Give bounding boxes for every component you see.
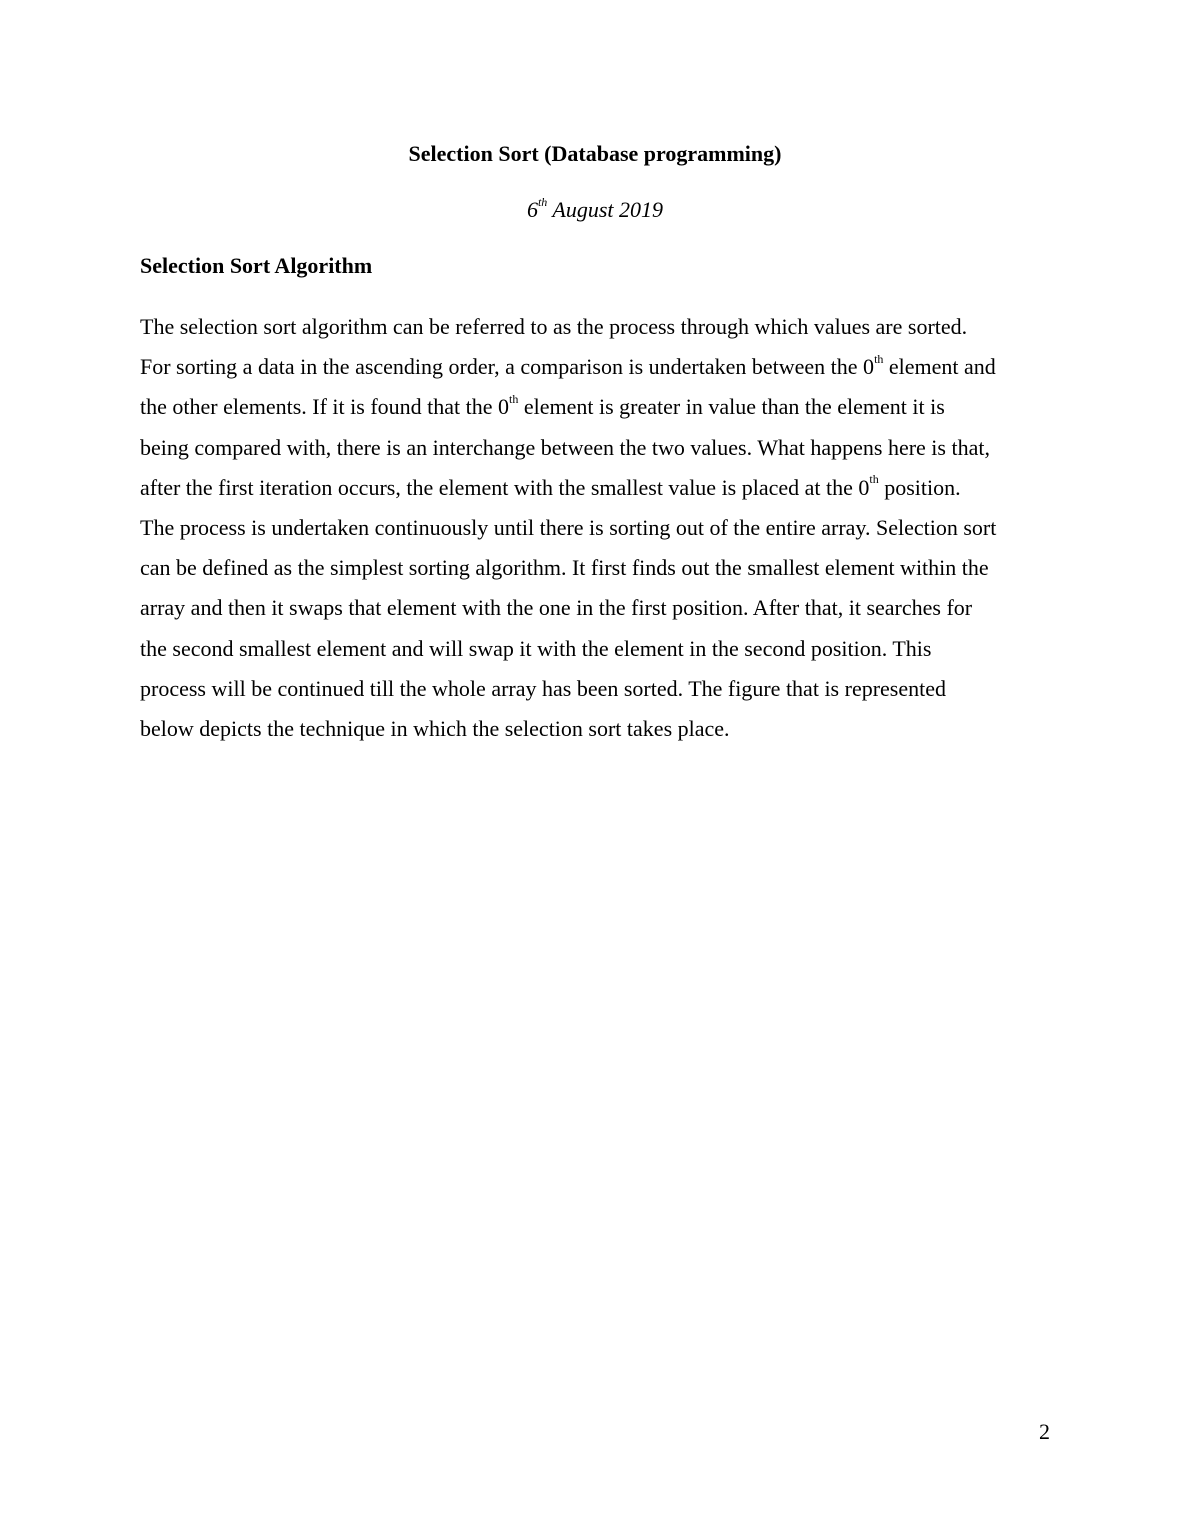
document-date xyxy=(140,196,1050,224)
date-month-year: August 2019 xyxy=(547,197,664,222)
paragraph-line: process will be continued till the whole array has been sorted. The figure that is represented xyxy=(140,675,946,701)
paragraph-line: The selection sort algorithm can be referred to as the process through which values are sorted. xyxy=(140,314,968,339)
date-day-suffix: th xyxy=(537,194,548,209)
paragraph-line: the other elements. If it is found that the 0th element is greater in value than the element it is xyxy=(140,392,945,420)
date-day: 6 xyxy=(526,197,538,222)
paragraph-line: being compared with, there is an interchange between the two values. What happens here is that, xyxy=(140,434,990,460)
document-title: Selection Sort (Database programming) xyxy=(408,141,782,166)
paragraph-line: The process is undertaken continuously until there is sorting out of the entire array. Selection sort xyxy=(140,515,997,541)
paragraph-line: array and then it swaps that element with the one in the first position. After that, it searches for xyxy=(140,595,973,621)
page-number: 2 xyxy=(1039,1419,1050,1444)
paragraph-line: after the first iteration occurs, the element with the smallest value is placed at the 0th position. xyxy=(140,472,961,500)
paragraph-line: below depicts the technique in which the selection sort takes place. xyxy=(140,716,730,742)
section-heading: Selection Sort Algorithm xyxy=(140,253,373,278)
paragraph-line: For sorting a data in the ascending order, a comparison is undertaken between the 0th element and xyxy=(140,351,996,380)
paragraph-line: the second smallest element and will swap it with the element in the second position. This xyxy=(140,635,932,661)
body-paragraph xyxy=(140,307,1060,749)
paragraph-line: can be defined as the simplest sorting algorithm. It first finds out the smallest element within the xyxy=(140,555,989,581)
